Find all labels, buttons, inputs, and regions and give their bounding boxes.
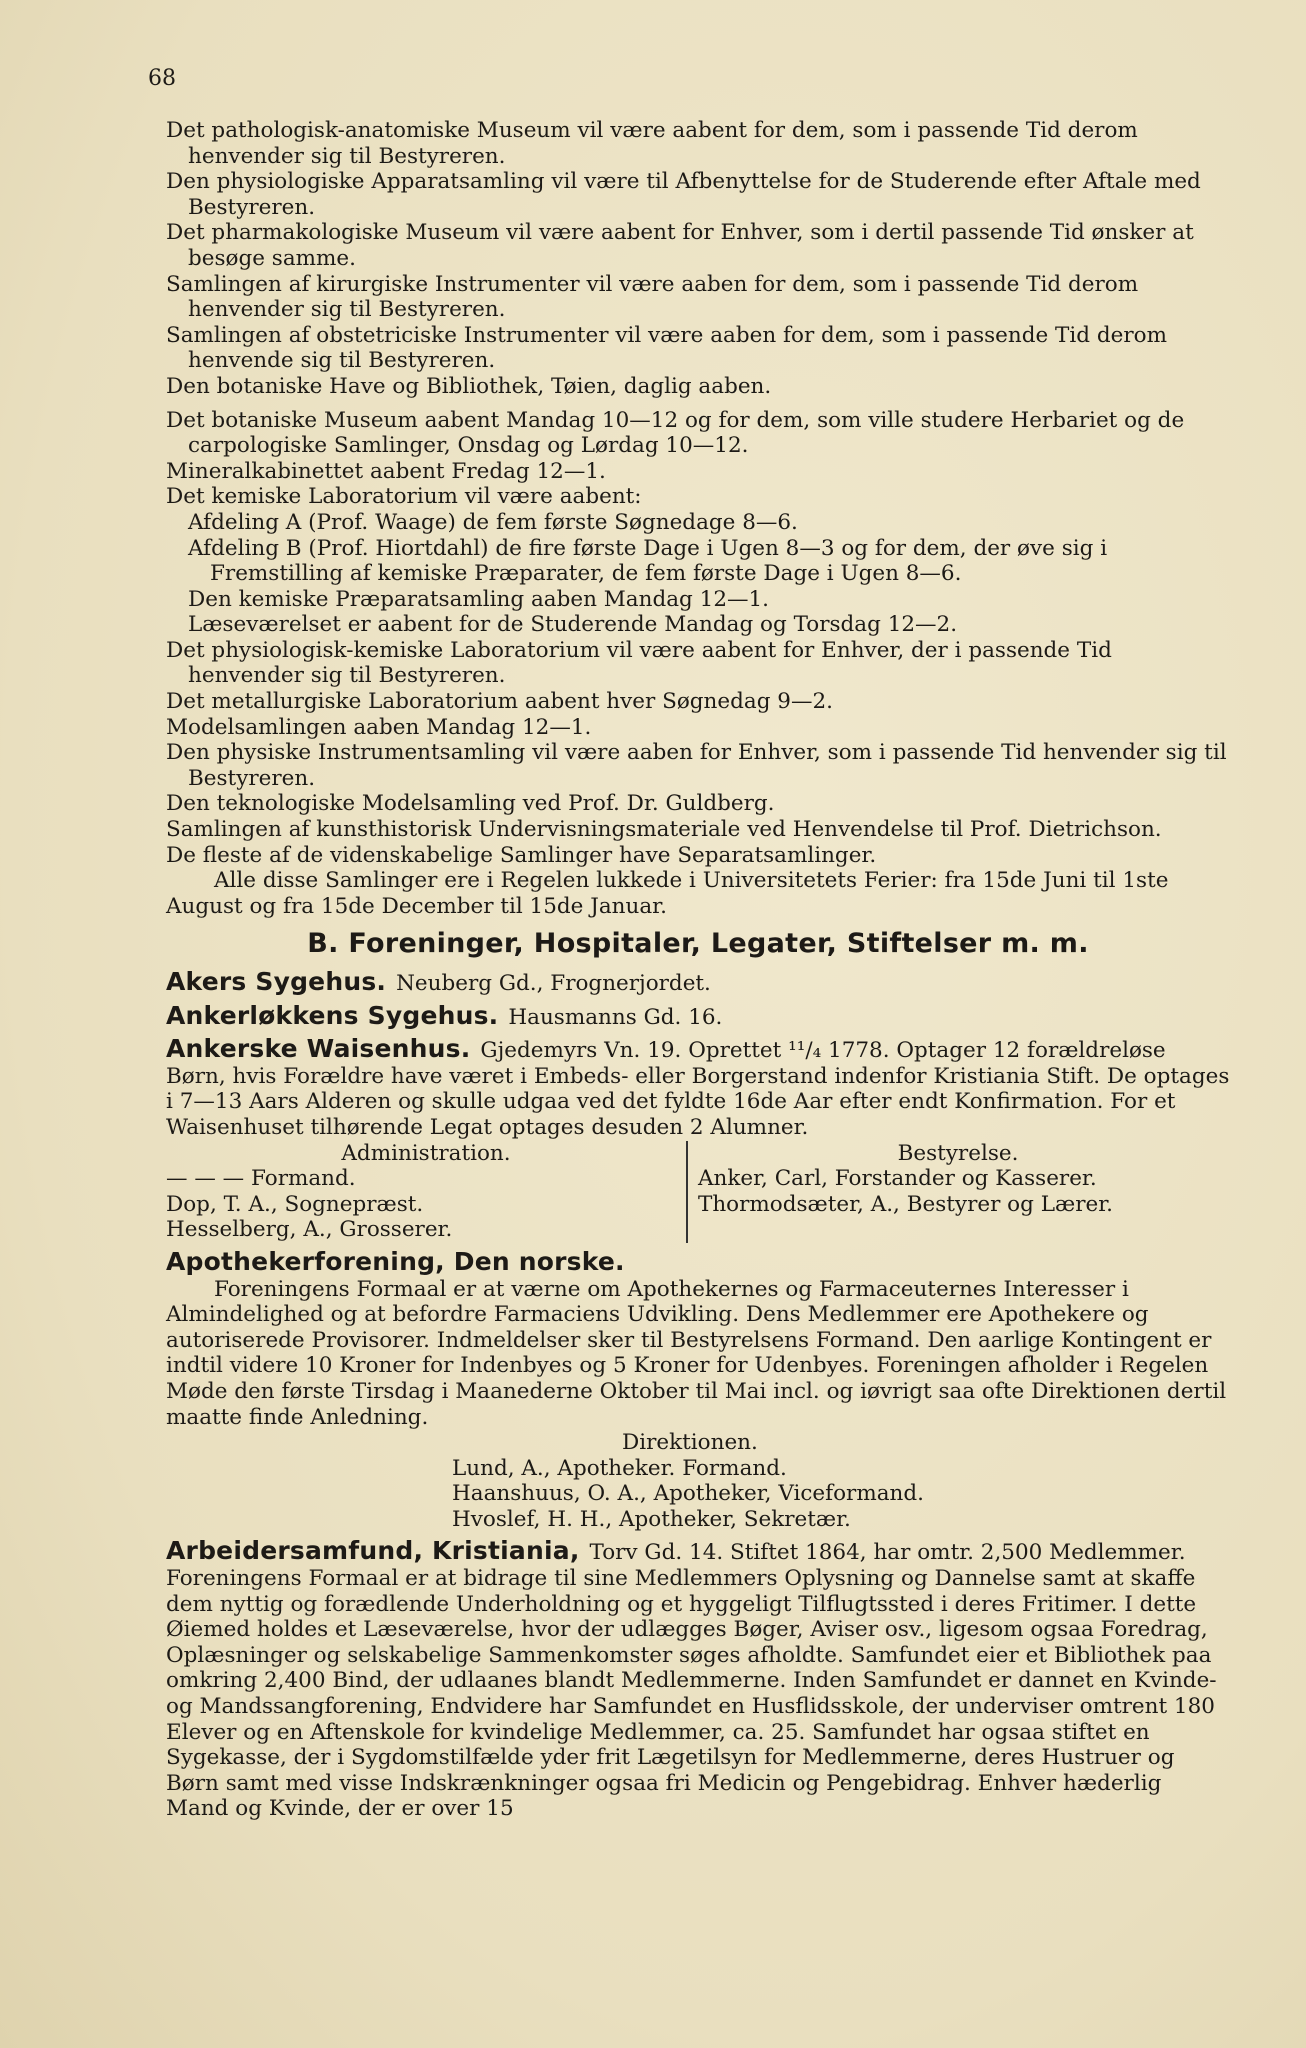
org-arbeidersamfund <box>142 1538 1230 1822</box>
entry: Samlingen af kirurgiske Instrumenter vil være aaben for dem, som i passende Tid derom henvender sig til Bestyreren. <box>166 271 1139 323</box>
administration-column <box>166 1141 686 1243</box>
section-heading: B. Foreninger, Hospitaler, Legater, Stiftelser m. m. <box>307 928 1089 960</box>
page-number: 68 <box>148 66 176 91</box>
entry: Den physiologiske Apparatsamling vil være til Afbenyttelse for de Studerende efter Aftale med Bestyreren. <box>166 169 1201 220</box>
entry: Mineralkabinettet aabent Fredag 12—1. <box>166 458 606 484</box>
sub-entry: Læseværelset er aabent for de Studerende Mandag og Torsdag 12—2. <box>188 612 958 638</box>
direction-heading: Direktionen. <box>622 1430 758 1456</box>
entry: Samlingen af obstetriciske Instrumenter vil være aaben for dem, som i passende Tid derom henvende sig til Bestyreren. <box>166 322 1167 374</box>
org-apothekerforening <box>142 1246 1230 1277</box>
org-akers <box>142 969 1230 997</box>
entry: Modelsamlingen aaben Mandag 12—1. <box>166 714 592 740</box>
entry: Det pathologisk-anatomiske Museum vil være aabent for dem, som i passende Tid derom henvender sig til Bestyreren. <box>166 118 1138 169</box>
org-text: Foreningens Formaal er at værne om Apothekernes og Farmaceuternes Interesser i Almindelighed og at befordre Farmaciens Udvikling. Dens Medlemmer ere Apothekere og autoriserede Provisorer. Indmeldelser sker til Bestyrelsens Formand. Den aarlige Kontingent er indtil videre 10 Kroner for Indenbyes og 5 Kroner for Udenbyes. Foreningen afholder i Regelen Møde den første Tirsdag i Maanederne Oktober til Mai incl. og iøvrigt saa ofte Direktionen dertil maatte finde Anledning. <box>166 1276 1227 1430</box>
entry: Det pharmakologiske Museum vil være aabent for Enhver, som i dertil passende Tid ønsker at besøge samme. <box>166 220 1194 271</box>
administration-heading: Administration. <box>341 1140 511 1166</box>
sub-entry: Afdeling B (Prof. Hiortdahl) de fire første Dage i Ugen 8—3 og for dem, der øve sig i Fremstilling af kemiske Præparater, de fem første Dage i Ugen 8—6. <box>188 535 1108 587</box>
board-line: Anker, Carl, Forstander og Kasserer. <box>698 1166 1097 1192</box>
org-text: Torv Gd. 14. Stiftet 1864, har omtr. 2,500 Medlemmer. Foreningens Formaal er at bidrage til sine Medlemmers Oplysning og Dannelse samt at skaffe dem nyttig og forædlende Underholdning og et hyggeligt Tilflugtssted i deres Fritimer. I dette Øiemed holdes et Læseværelse, hvor der udlægges Bøger, Aviser osv., ligesom ogsaa Foredrag, Oplæsninger og selskabelige Sammenkomster søges afholdte. Samfundet eier et Bibliothek paa omkring 2,400 Bind, der udlaanes blandt Medlemmerne. Inden Samfundet er dannet en Kvinde- og Mandssangforening, Endvidere har Samfundet en Husflidsskole, der underviser omtrent 180 Elever og en Aftenskole for kvindelige Medlemmer, ca. 25. Samfundet har ogsaa stiftet en Sygekasse, der i Sygdomstilfælde yder frit Lægetilsyn for Medlemmerne, deres Hustruer og Børn samt med visse Indskrænkninger ogsaa fri Medicin og Pengebidrag. Enhver hæderlig Mand og Kvinde, der er over 15 <box>166 1540 1217 1822</box>
entry: Det botaniske Museum aabent Mandag 10—12 og for dem, som ville studere Herbariet og de carpologiske Samlinger, Onsdag og Lørdag 10—12. <box>166 407 1185 459</box>
org-text: Gjedemyrs Vn. 19. Oprettet ¹¹/₄ 1778. Optager 12 forældreløse Børn, hvis Forældre have været i Embeds- eller Borgerstand indenfor Kristiania Stift. De optages i 7—13 Aars Alderen og skulle udgaa ved det fyldte 16de Aar efter endt Konfirmation. For et Waisenhuset tilhørende Legat optages desuden 2 Alumner. <box>166 1038 1230 1140</box>
page-body <box>166 118 1230 1822</box>
admin-line: Hesselberg, A., Grosserer. <box>166 1217 453 1243</box>
board-heading: Bestyrelse. <box>897 1140 1019 1166</box>
closing-note: Alle disse Samlinger ere i Regelen lukkede i Universitetets Ferier: fra 15de Juni til 1ste August og fra 15de December til 15de Januar. <box>166 868 1169 919</box>
entry: Den botaniske Have og Bibliothek, Tøien, daglig aaben. <box>166 373 772 399</box>
board-line: Thormodsæter, A., Bestyrer og Lærer. <box>698 1191 1113 1217</box>
org-name: Ankerske Waisenhus. <box>166 1034 471 1064</box>
ankerske-admin-table <box>166 1141 1230 1243</box>
org-ankerlokkens <box>142 1000 1230 1031</box>
sub-entry: Den kemiske Præparatsamling aaben Mandag 12—1. <box>188 586 770 612</box>
org-text: Hausmanns Gd. 16. <box>508 1004 723 1030</box>
direction-line: Lund, A., Apotheker. Formand. <box>452 1455 787 1481</box>
admin-line: Dop, T. A., Sognepræst. <box>166 1191 424 1217</box>
entry: De fleste af de videnskabelige Samlinger have Separatsamlinger. <box>166 842 877 868</box>
board-column <box>686 1141 1218 1243</box>
org-name: Apothekerforening, Den norske. <box>166 1246 625 1276</box>
org-name: Ankerløkkens Sygehus. <box>166 1000 499 1030</box>
entry: Samlingen af kunsthistorisk Undervisningsmateriale ved Henvendelse til Prof. Dietrichson. <box>166 817 1162 843</box>
entry: Det kemiske Laboratorium vil være aabent: <box>166 484 642 510</box>
entry: Den physiske Instrumentsamling vil være aaben for Enhver, som i passende Tid henvender sig til Bestyreren. <box>166 740 1227 791</box>
org-name: Akers Sygehus. <box>166 967 387 996</box>
direction-line: Hvoslef, H. H., Apotheker, Sekretær. <box>452 1506 851 1532</box>
org-name: Arbeidersamfund, Kristiania, <box>166 1536 580 1566</box>
entry: Det physiologisk-kemiske Laboratorium vil være aabent for Enhver, der i passende Tid henvender sig til Bestyreren. <box>166 637 1112 689</box>
entry: Det metallurgiske Laboratorium aabent hver Søgnedag 9—2. <box>166 689 833 715</box>
entry: Den teknologiske Modelsamling ved Prof. Dr. Guldberg. <box>166 791 775 817</box>
org-ankerske <box>142 1036 1230 1140</box>
sub-entry: Afdeling A (Prof. Waage) de fem første Søgnedage 8—6. <box>188 509 798 535</box>
direction-line: Haanshuus, O. A., Apotheker, Viceformand. <box>452 1481 924 1507</box>
org-text: Neuberg Gd., Frognerjordet. <box>396 971 711 996</box>
admin-line: — — — Formand. <box>166 1166 356 1192</box>
